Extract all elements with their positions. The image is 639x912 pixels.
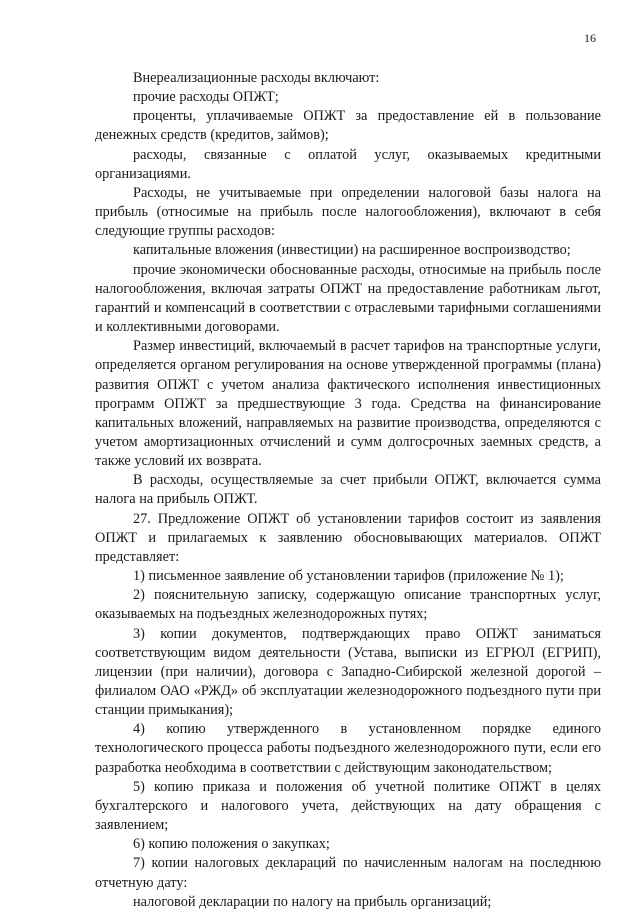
paragraph: капитальные вложения (инвестиции) на расширенное воспроизводство;: [133, 242, 571, 259]
paragraph: расходы, связанные с оплатой услуг, оказываемых кредитными организациями.: [95, 146, 601, 182]
list-item: 5) копию приказа и положения об учетной политике ОПЖТ в целях бухгалтерского и налогового учета, действующих на дату обращения с заявлением;: [95, 778, 601, 834]
paragraph: прочие расходы ОПЖТ;: [133, 89, 279, 106]
paragraph: Размер инвестиций, включаемый в расчет тарифов на транспортные услуги, определяется органом регулирования на основе утвержденной программы (плана) развития ОПЖТ с учетом анализа фактического исполнения инвестиционных программ ОПЖТ за предшествующие 3 года. Средства на финансирование капитальных вложений, направляемых на развитие производства, определяются с учетом амортизационных отчислений и сумм долгосрочных заемных средств, а также условий их возврата.: [95, 338, 601, 470]
list-item: 4) копию утвержденного в установленном порядке единого технологического процесса работы подъездного железнодорожного пути, если его разработка необходима в соответствии с действующим законодательством;: [95, 721, 601, 776]
list-item: 3) копии документов, подтверждающих право ОПЖТ заниматься соответствующим видом деятельности (Устава, выписки из ЕГРЮЛ (ЕГРИП), лицензии (при наличии), договора с Западно-Сибирской железной дорогой – филиалом ОАО «РЖД» об эксплуатации железнодорожного подъездного пути при станции примыкания);: [95, 625, 601, 719]
page-number: 16: [584, 31, 596, 45]
paragraph: проценты, уплачиваемые ОПЖТ за предоставление ей в пользование денежных средств (кредитов, займов);: [95, 108, 601, 144]
list-item: 7) копии налоговых деклараций по начисленным налогам на последнюю отчетную дату:: [95, 855, 601, 891]
document-body: [95, 69, 601, 912]
paragraph: налоговой декларации по налогу на прибыль организаций;: [133, 893, 492, 910]
paragraph: 27. Предложение ОПЖТ об установлении тарифов состоит из заявления ОПЖТ и прилагаемых к заявлению обосновывающих материалов. ОПЖТ представляет:: [95, 510, 601, 565]
list-item: 2) пояснительную записку, содержащую описание транспортных услуг, оказываемых на подъездных железнодорожных путях;: [95, 587, 601, 623]
paragraph: В расходы, осуществляемые за счет прибыли ОПЖТ, включается сумма налога на прибыль ОПЖТ.: [95, 472, 601, 508]
list-item: 6) копию положения о закупках;: [133, 836, 330, 853]
list-item: 1) письменное заявление об установлении тарифов (приложение № 1);: [133, 568, 564, 585]
paragraph: Расходы, не учитываемые при определении налоговой базы налога на прибыль (относимые на прибыль после налогообложения), включают в себя следующие группы расходов:: [95, 184, 601, 240]
paragraph: Внереализационные расходы включают:: [133, 70, 380, 86]
paragraph: прочие экономически обоснованные расходы, относимые на прибыль после налогообложения, включая затраты ОПЖТ на предоставление работникам льгот, гарантий и компенсаций в соответствии с отраслевыми тарифными соглашениями и коллективными договорами.: [95, 261, 601, 336]
